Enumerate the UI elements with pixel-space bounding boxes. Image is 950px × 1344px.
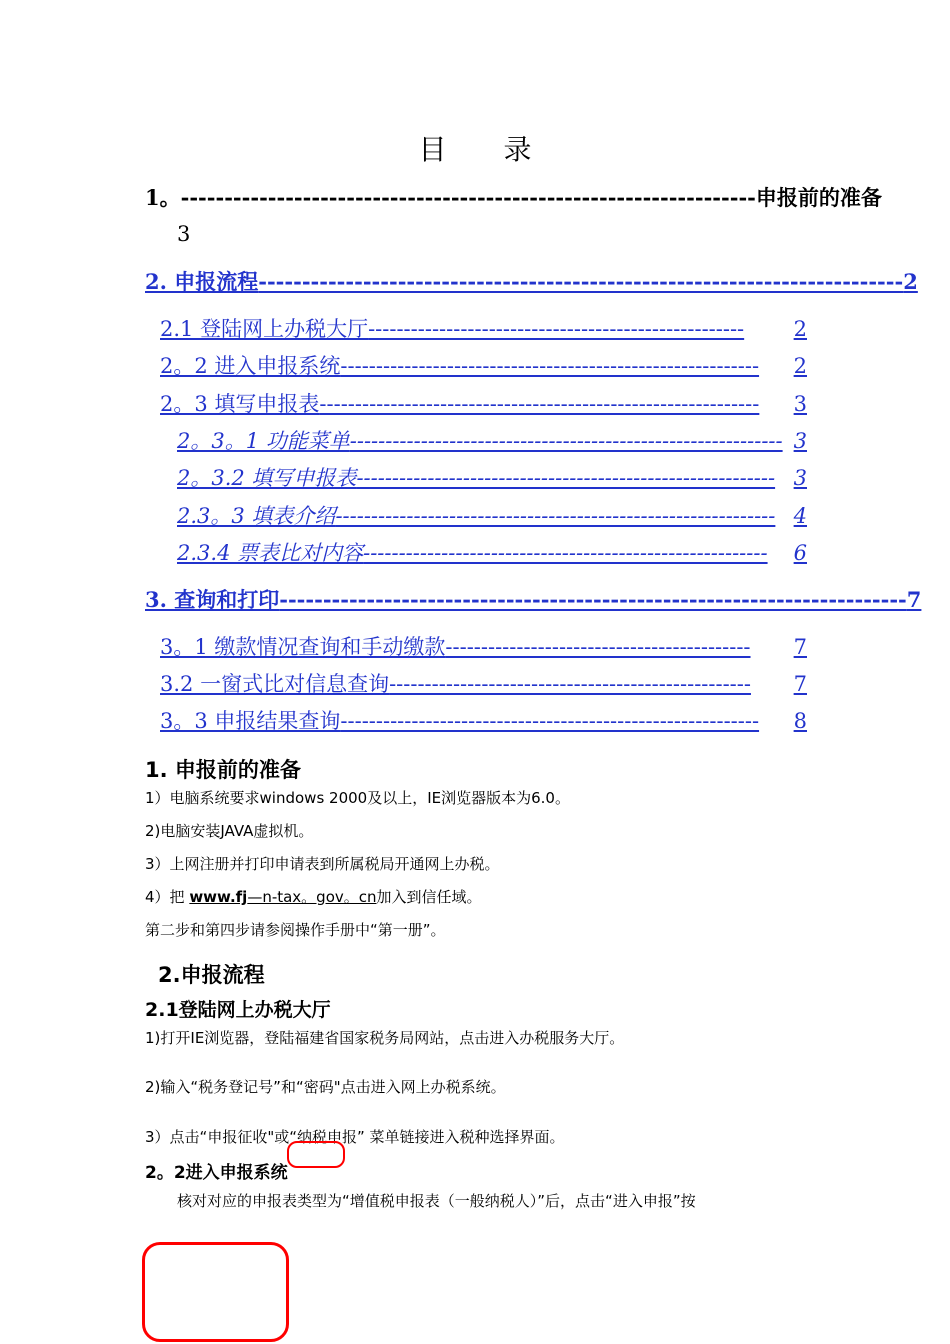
toc-entry-label: 2。3。1 功能菜单 bbox=[177, 429, 350, 453]
toc-leader: --------------------------------------------------------- bbox=[363, 541, 768, 565]
toc-entry-label: 2.1 登陆网上办税大厅 bbox=[160, 317, 369, 341]
toc-leader: ------------------------------------------------------------------ bbox=[180, 185, 756, 210]
section2-2-paragraph: 核对对应的申报表类型为“增值税申报表（一般纳税人）”后，点击“进入申报”按 bbox=[177, 1192, 696, 1210]
toc-entry-page: 2 bbox=[903, 269, 918, 294]
section2-1-heading: 2.1登陆网上办税大厅 bbox=[145, 999, 331, 1021]
section2-1-item-3: 3）点击“申报征收"或“纳税申报” 菜单链接进入税种选择界面。 bbox=[145, 1128, 565, 1146]
toc-entry-page: 3 bbox=[793, 466, 807, 490]
toc-entry-label: 2。2 进入申报系统 bbox=[160, 354, 341, 378]
item4-suffix: 加入到信任域。 bbox=[376, 888, 482, 906]
toc-entry-page: 4 bbox=[793, 504, 807, 528]
toc-entry-2[interactable] bbox=[145, 266, 918, 296]
toc-entry-page: 7 bbox=[793, 672, 807, 696]
toc-entry-page: 3 bbox=[793, 392, 807, 416]
section1-heading: 1. 申报前的准备 bbox=[145, 758, 301, 782]
section2-heading: 2.申报流程 bbox=[158, 963, 265, 987]
section1-item-4 bbox=[145, 886, 482, 907]
section1-item-2: 2)电脑安装JAVA虚拟机。 bbox=[145, 822, 314, 840]
toc-entry-page: 3 bbox=[793, 429, 807, 453]
toc-entry-label: 1。 bbox=[145, 185, 181, 210]
toc-entry-page: 7 bbox=[793, 635, 807, 659]
trusted-site-link[interactable]: www.fj bbox=[189, 888, 248, 906]
toc-leader: ------------------------------------------- bbox=[445, 635, 751, 659]
section1-note: 第二步和第四步请参阅操作手册中“第一册”。 bbox=[145, 921, 446, 939]
toc-entry-label: 3.2 一窗式比对信息查询 bbox=[160, 672, 390, 696]
toc-entry-label: 2.3.4 票表比对内容 bbox=[177, 541, 364, 565]
toc-entry-label: 3. 查询和打印 bbox=[145, 587, 280, 612]
section2-1-item-2: 2)输入“税务登记号”和“密码"点击进入网上办税系统。 bbox=[145, 1078, 506, 1096]
toc-entry-2-3[interactable] bbox=[160, 388, 807, 418]
section1-item-1: 1）电脑系统要求windows 2000及以上，IE浏览器版本为6.0。 bbox=[145, 789, 570, 807]
toc-entry-1[interactable] bbox=[145, 182, 882, 212]
toc-leader: ----------------------------------------------------------- bbox=[356, 466, 776, 490]
toc-leader: ------------------------------------------------------------- bbox=[349, 429, 783, 453]
toc-entry-page: 6 bbox=[793, 541, 807, 565]
toc-leader: -------------------------------------------------------------------------- bbox=[258, 269, 904, 294]
toc-entry-3-3[interactable] bbox=[160, 705, 807, 735]
toc-entry-3-1[interactable] bbox=[160, 631, 807, 661]
toc-entry-page: 申报前的准备 bbox=[755, 185, 882, 210]
item4-prefix: 4）把 bbox=[145, 888, 185, 906]
toc-leader: -------------------------------------------------------------- bbox=[335, 504, 776, 528]
toc-leader: ----------------------------------------------------------- bbox=[340, 354, 760, 378]
toc-entry-page: 8 bbox=[793, 709, 807, 733]
toc-entry-1-page: 3 bbox=[177, 222, 191, 246]
trusted-site-link-rest[interactable]: —n-tax。gov。cn bbox=[247, 888, 377, 906]
toc-entry-2-2[interactable] bbox=[160, 350, 807, 380]
section2-2-heading: 2。2进入申报系统 bbox=[145, 1163, 288, 1183]
toc-title: 目 录 bbox=[418, 133, 556, 166]
toc-leader: ----------------------------------------------------------- bbox=[340, 709, 760, 733]
toc-entry-label: 2.3。3 填表介绍 bbox=[177, 504, 336, 528]
toc-entry-2-3-1[interactable] bbox=[177, 425, 807, 455]
toc-entry-2-3-2[interactable] bbox=[177, 462, 807, 492]
toc-leader: ------------------------------------------------------------------------ bbox=[279, 587, 907, 612]
toc-entry-label: 2。3.2 填写申报表 bbox=[177, 466, 357, 490]
toc-entry-page: 2 bbox=[793, 317, 807, 341]
toc-entry-label: 2。3 填写申报表 bbox=[160, 392, 320, 416]
toc-leader: ----------------------------------------------------- bbox=[368, 317, 745, 341]
toc-entry-3-2[interactable] bbox=[160, 668, 807, 698]
toc-leader: -------------------------------------------------------------- bbox=[319, 392, 760, 416]
toc-entry-page: 2 bbox=[793, 354, 807, 378]
section1-item-3: 3）上网注册并打印申请表到所属税局开通网上办税。 bbox=[145, 855, 500, 873]
toc-entry-2-1[interactable] bbox=[160, 313, 807, 343]
toc-entry-label: 2. 申报流程 bbox=[145, 269, 259, 294]
toc-entry-label: 3。3 申报结果查询 bbox=[160, 709, 341, 733]
highlight-box-small bbox=[287, 1141, 345, 1168]
highlight-box-large bbox=[142, 1242, 289, 1342]
toc-entry-2-3-4[interactable] bbox=[177, 537, 807, 567]
toc-entry-label: 3。1 缴款情况查询和手动缴款 bbox=[160, 635, 446, 659]
section2-1-item-1: 1)打开IE浏览器，登陆福建省国家税务局网站，点击进入办税服务大厅。 bbox=[145, 1029, 625, 1047]
toc-entry-3[interactable] bbox=[145, 584, 922, 614]
toc-entry-page: 7 bbox=[906, 587, 922, 612]
toc-entry-2-3-3[interactable] bbox=[177, 500, 807, 530]
toc-leader: --------------------------------------------------- bbox=[389, 672, 751, 696]
